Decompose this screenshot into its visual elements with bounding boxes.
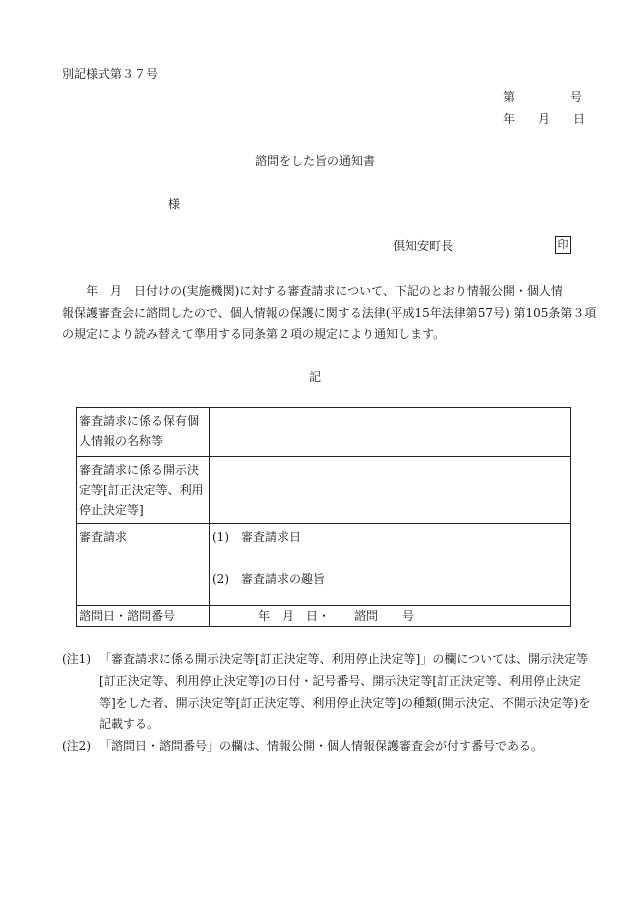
sender-name: 倶知安町長 bbox=[393, 239, 454, 253]
row3-item1: (1) 審査請求日 bbox=[212, 530, 301, 544]
row2-value bbox=[210, 457, 571, 524]
date-day: 日 bbox=[573, 112, 586, 126]
note-1-line-2: [訂正決定等、利用停止決定等]の日付・記号番号、開示決定等[訂正決定等、利用停止決定 bbox=[99, 674, 582, 688]
doc-number-go: 号 bbox=[570, 90, 583, 104]
note-1-line-1: 「審査請求に係る開示決定等[訂正決定等、利用停止決定等]」の欄については、開示決定等 bbox=[99, 652, 589, 666]
note-2-marker: (注2) bbox=[62, 739, 91, 753]
row3-item2: (2) 審査請求の趣旨 bbox=[212, 572, 325, 586]
ki-heading: 記 bbox=[308, 370, 321, 384]
table-row bbox=[77, 457, 571, 524]
detail-table bbox=[76, 407, 571, 627]
table-row bbox=[77, 524, 571, 606]
body-line-1: 年 月 日付けの(実施機関)に対する審査請求について、下記のとおり情報公開・個人情 bbox=[62, 284, 563, 298]
body-line-2: 報保護審査会に諮問したので、個人情報の保護に関する法律(平成15年法律第57号) 第105条第３項 bbox=[62, 306, 597, 320]
table-row bbox=[77, 408, 571, 457]
note-1-line-4: 記載する。 bbox=[99, 717, 160, 731]
table-row bbox=[77, 606, 571, 627]
doc-number-dai: 第 bbox=[503, 90, 516, 104]
row2-label: 審査請求に係る開示決定等[訂正決定等、利用停止決定等] bbox=[77, 457, 210, 524]
row3-value bbox=[210, 524, 571, 606]
row4-value: 年 月 日・ 諮問 号 bbox=[210, 606, 571, 627]
body-line-3: の規定により読み替えて準用する同条第２項の規定により通知します。 bbox=[62, 327, 446, 341]
row1-label: 審査請求に係る保有個人情報の名称等 bbox=[77, 408, 210, 457]
date-year: 年 bbox=[503, 112, 516, 126]
row4-label: 諮問日・諮問番号 bbox=[77, 606, 210, 627]
seal-mark: 印 bbox=[555, 236, 571, 254]
row1-value bbox=[210, 408, 571, 457]
form-number: 別記様式第３７号 bbox=[62, 67, 159, 81]
addressee-suffix: 様 bbox=[168, 197, 181, 211]
note-2-line-1: 「諮問日・諮問番号」の欄は、情報公開・個人情報保護審査会が付す番号である。 bbox=[99, 739, 544, 753]
document-title: 諮問をした旨の通知書 bbox=[254, 154, 375, 168]
note-1-marker: (注1) bbox=[62, 652, 91, 666]
row3-label: 審査請求 bbox=[77, 524, 210, 606]
note-1-line-3: 等]をした者、開示決定等[訂正決定等、利用停止決定等]の種類(開示決定、不開示決定等)を bbox=[99, 696, 591, 710]
date-month: 月 bbox=[538, 112, 551, 126]
